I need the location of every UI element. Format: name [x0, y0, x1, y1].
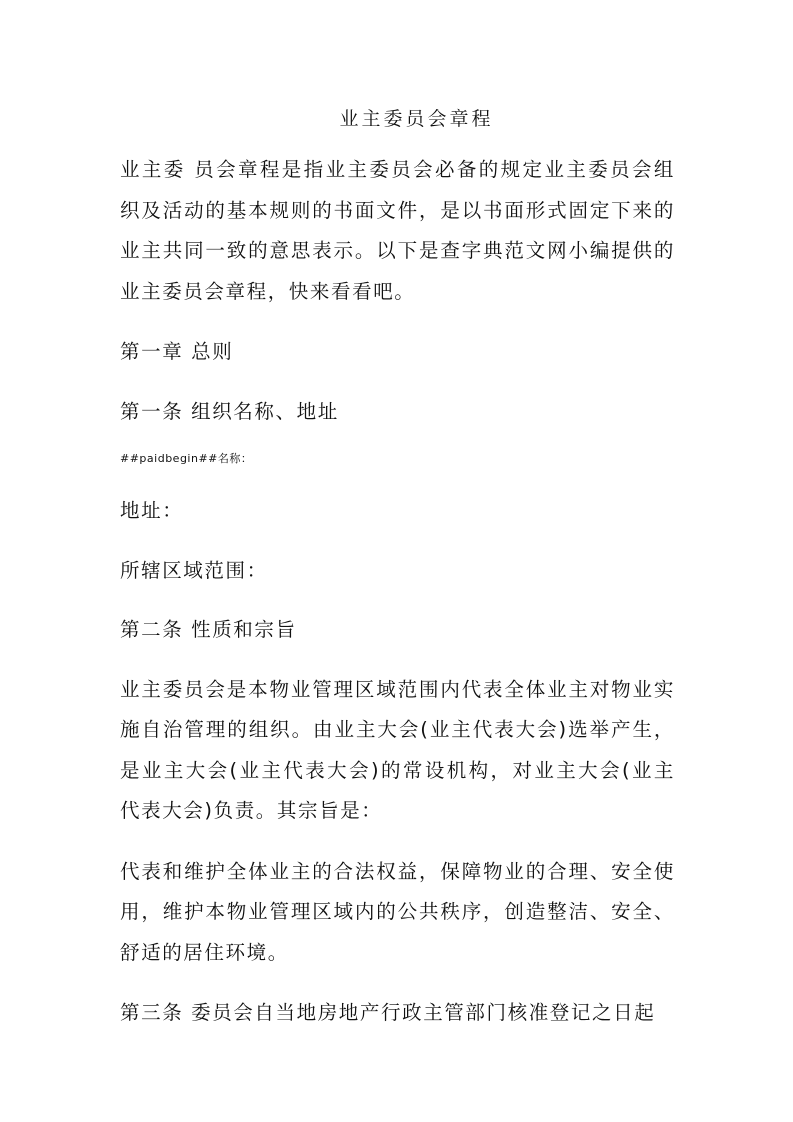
name-field-label: ##paidbegin##名称：: [120, 452, 253, 465]
article-heading: 第二条 性质和宗旨: [120, 618, 297, 641]
area-field-label: 所辖区域范围：: [120, 558, 268, 582]
address-field-label: 地址：: [120, 499, 184, 522]
document-body: [120, 150, 675, 1053]
article-heading: 第一条 组织名称、地址: [120, 399, 339, 423]
article-heading: 第三条 委员会自当地房地产行政主管部门核准登记之日起: [120, 1001, 656, 1024]
body-paragraph: 业主委员会是本物业管理区域范围内代表全体业主对物业实施自治管理的组织。由业主大会(业主代表大会)选举产生，是业主大会(业主代表大会)的常设机构，对业主大会(业主代表大会)负责。其宗旨是：: [120, 677, 675, 822]
intro-paragraph: 业主委 员会章程是指业主委员会必备的规定业主委员会组织及活动的基本规则的书面文件，是以书面形式固定下来的业主共同一致的意思表示。以下是查字典范文网小编提供的业主委员会章程，快来看看吧。: [120, 158, 675, 303]
page-title: 业主委员会章程: [339, 108, 494, 130]
chapter-heading: 第一章 总则: [120, 340, 234, 363]
body-paragraph: 代表和维护全体业主的合法权益，保障物业的合理、安全使用，维护本物业管理区域内的公共秩序，创造整洁、安全、舒适的居住环境。: [120, 859, 675, 964]
